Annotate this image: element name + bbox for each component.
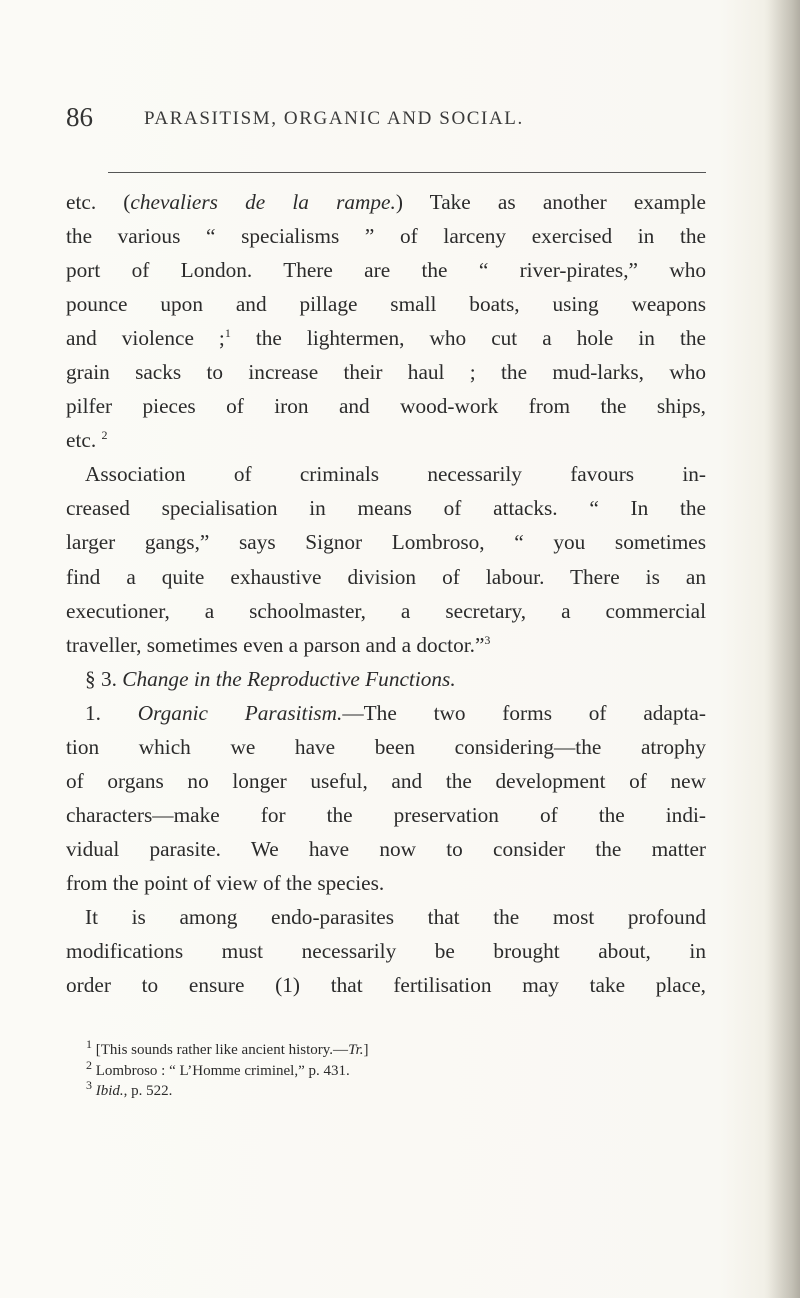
italic-run: Organic Parasitism. — [137, 700, 343, 725]
footnote-mark: 2 — [86, 1057, 92, 1072]
text-run: etc. ( — [66, 190, 131, 214]
text-line — [66, 764, 706, 798]
text-run: etc. — [66, 428, 102, 453]
text-line — [66, 491, 706, 525]
footnote-text: [This sounds rather like ancient history.— — [92, 1042, 349, 1058]
footnote — [66, 1078, 706, 1102]
text-run: ) Take as another example — [395, 190, 706, 214]
text-run: pounce upon and pillage small boats, using weapons — [66, 292, 706, 317]
text-run: § 3. — [85, 666, 123, 691]
text-line — [66, 219, 706, 253]
footnote-ref: 1 — [224, 326, 231, 341]
footnote-ref: 2 — [101, 428, 108, 443]
text-run: larger gangs,” says Signor Lombroso, “ you sometimes — [66, 530, 706, 555]
text-run: and violence ; — [66, 326, 225, 351]
page-number: 86 — [66, 102, 93, 132]
text-line — [66, 730, 706, 764]
running-head: PARASITISM, ORGANIC AND SOCIAL. — [144, 108, 524, 129]
page-header — [66, 100, 706, 140]
page-edge-shadow — [764, 0, 800, 1298]
footnote-text: , p. 522. — [123, 1083, 173, 1099]
text-run: pilfer pieces of iron and wood-work from the ships, — [66, 394, 706, 419]
italic-run: chevaliers de la rampe. — [130, 190, 396, 214]
footnote — [66, 1037, 706, 1061]
footnote — [66, 1057, 706, 1082]
text-run: creased specialisation in means of attacks. “ In the — [66, 496, 706, 521]
italic-run: Change in the Reproductive Functions. — [122, 666, 456, 691]
text-line — [66, 355, 706, 389]
text-run: grain sacks to increase their haul ; the mud-larks, who — [66, 360, 706, 385]
footnote-mark: 3 — [86, 1078, 92, 1092]
text-run: the lightermen, who cut a hole in the — [230, 326, 706, 351]
text-run: —The two forms of adapta- — [342, 700, 706, 725]
text-run: characters—make for the preservation of the indi- — [66, 802, 706, 827]
text-run: order to ensure (1) that fertilisation may take place, — [66, 973, 706, 998]
footnotes — [66, 1037, 706, 1102]
text-run: tion which we have been considering—the atrophy — [66, 734, 706, 759]
text-run: traveller, sometimes even a parson and a doctor.” — [66, 632, 485, 657]
text-line — [66, 594, 706, 628]
text-line — [66, 662, 706, 696]
footnote-text: Lombroso : “ L’Homme criminel,” p. 431. — [92, 1062, 350, 1079]
footnote-text: ] — [363, 1042, 369, 1058]
text-line — [66, 968, 706, 1002]
text-line — [66, 934, 706, 968]
header-rule — [108, 172, 706, 173]
footnote-italic: Tr. — [348, 1042, 364, 1058]
text-line — [66, 389, 706, 423]
text-run: modifications must necessarily be brought about, in — [66, 939, 706, 964]
text-line — [66, 457, 706, 491]
text-line — [66, 185, 706, 219]
text-line — [66, 900, 706, 934]
text-run: port of London. There are the “ river-pirates,” who — [66, 258, 706, 283]
text-line — [66, 696, 706, 730]
footnote-ref: 3 — [484, 632, 491, 647]
text-line — [66, 525, 706, 559]
body-text — [66, 185, 706, 1002]
text-line — [66, 866, 706, 900]
text-line — [66, 560, 706, 594]
text-line — [66, 423, 706, 457]
text-line — [66, 321, 706, 355]
text-line — [66, 798, 706, 832]
footnote-italic: Ibid. — [92, 1083, 124, 1099]
text-run: find a quite exhaustive division of labour. There is an — [66, 564, 706, 589]
text-line — [66, 628, 706, 662]
text-line — [66, 832, 706, 866]
text-run: Association of criminals necessarily favours in- — [85, 462, 706, 487]
text-run: the various “ specialisms ” of larceny exercised in the — [66, 224, 706, 249]
text-line — [66, 253, 706, 287]
text-run: from the point of view of the species. — [66, 870, 385, 895]
text-run: vidual parasite. We have now to consider the matter — [66, 836, 706, 861]
footnote-mark: 1 — [86, 1037, 92, 1051]
text-run: executioner, a schoolmaster, a secretary, a commercial — [66, 598, 706, 623]
text-run: It is among endo-parasites that the most profound — [85, 904, 706, 929]
text-line — [66, 287, 706, 321]
text-run: of organs no longer useful, and the development of new — [66, 768, 706, 793]
text-run: 1. — [85, 700, 138, 725]
